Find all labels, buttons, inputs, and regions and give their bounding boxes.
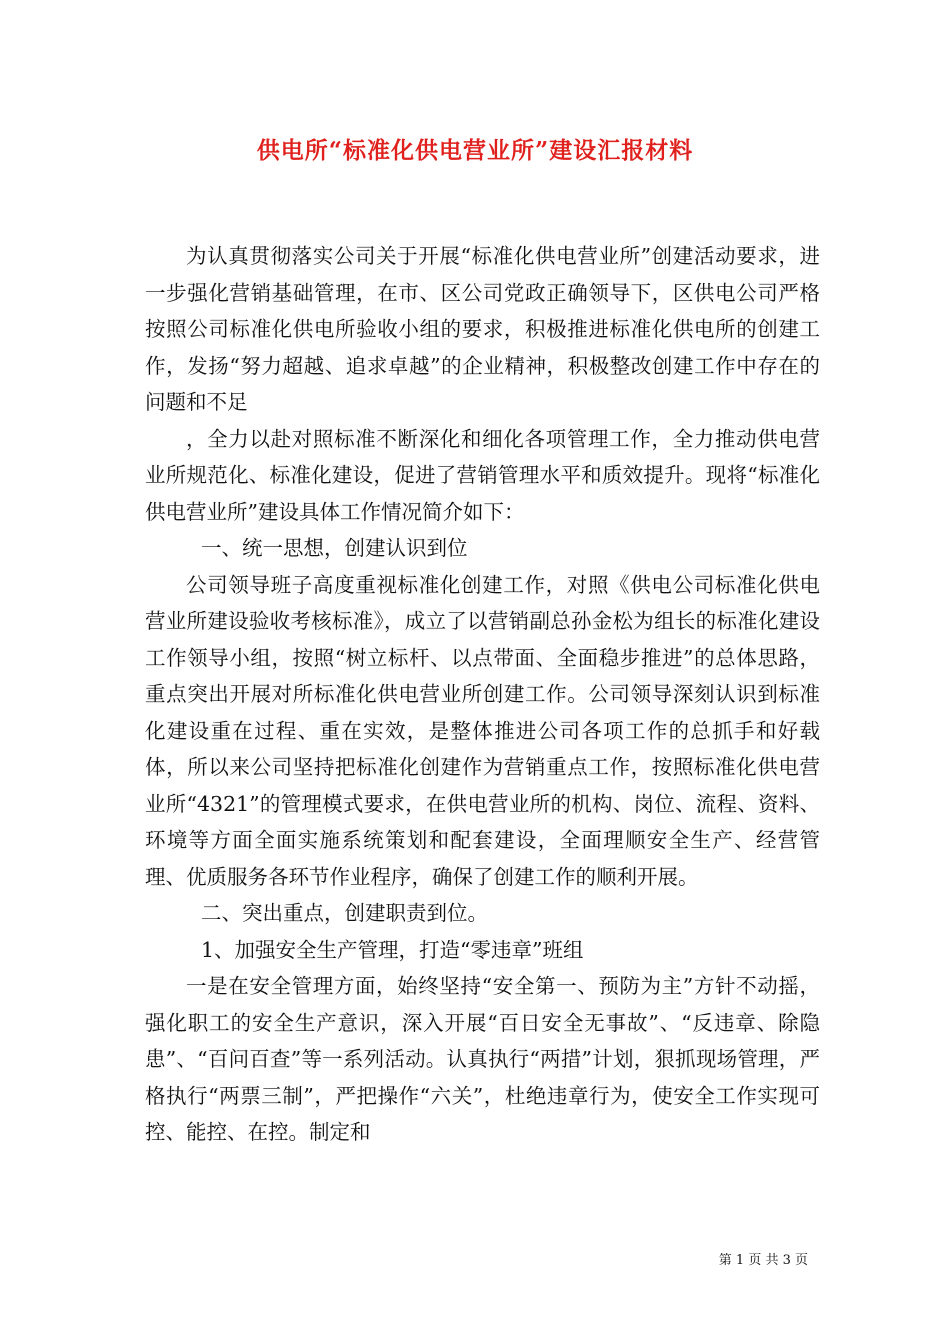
document-title: 供电所“标准化供电营业所”建设汇报材料 (256, 137, 694, 164)
paragraph: ，全力以赴对照标准不断深化和细化各项管理工作，全力推动供电营业所规范化、标准化建设，促进了营销管理水平和质效提升。现将“标准化供电营业所”建设具体工作情况简介如下： (145, 426, 820, 524)
paragraph: 公司领导班子高度重视标准化创建工作，对照《供电公司标准化供电营业所建设验收考核标准》，成立了以营销副总孙金松为组长的标准化建设工作领导小组，按照“树立标杆、以点带面、全面稳步推进”的总体思路，重点突出开展对所标准化供电营业所创建工作。公司领导深刻认识到标准化建设重在过程、重在实效，是整体推进公司各项工作的总抓手和好载体，所以来公司坚持把标准化创建作为营销重点工作，按照标准化供电营业所“4321”的管理模式要求，在供电营业所的机构、岗位、流程、资料、环境等方面全面实施系统策划和配套建设，全面理顺安全生产、经营管理、优质服务各环节作业程序，确保了创建工作的顺利开展。 (145, 572, 820, 889)
page-number: 第 1 页 共 3 页 (718, 1253, 808, 1268)
paragraph: 为认真贯彻落实公司关于开展“标准化供电营业所”创建活动要求，进一步强化营销基础管理，在市、区公司党政正确领导下，区供电公司严格按照公司标准化供电所验收小组的要求，积极推进标准化供电所的创建工作，发扬“努力超越、追求卓越”的企业精神，积极整改创建工作中存在的问题和不足 (145, 244, 820, 414)
subsection-heading: 1、加强安全生产管理，打造“零违章”班组 (201, 937, 584, 962)
document-body (145, 238, 820, 1151)
paragraph: 一是在安全管理方面，始终坚持“安全第一、预防为主”方针不动摇，强化职工的安全生产意识，深入开展“百日安全无事故”、“反违章、除隐患”、“百问百查”等一系列活动。认真执行“两措”计划，狠抓现场管理，严格执行“两票三制”，严把操作“六关”，杜绝违章行为，使安全工作实现可控、能控、在控。制定和 (145, 974, 820, 1144)
section-heading: 二、突出重点，创建职责到位。 (201, 901, 488, 925)
section-heading: 一、统一思想，创建认识到位 (201, 536, 468, 560)
